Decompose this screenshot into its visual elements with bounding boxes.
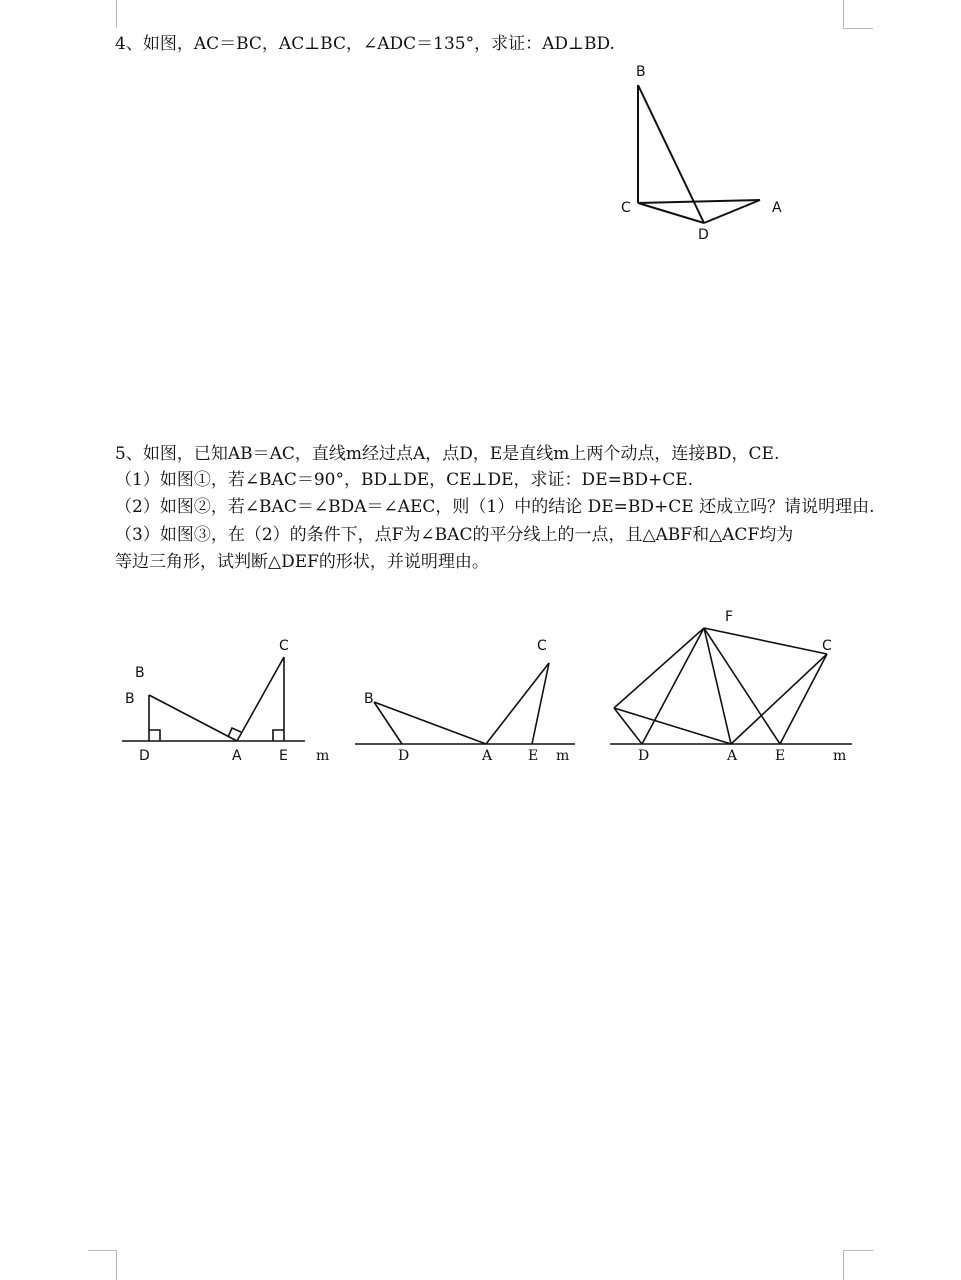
fig2-label-m: m	[556, 748, 570, 764]
fig3-segment-CA	[731, 654, 827, 744]
fig3-segment-FA	[704, 628, 731, 744]
fig1-label-D: D	[139, 748, 150, 764]
question-5-part-1: （1）如图①，若∠BAC＝90°，BD⊥DE，CE⊥DE，求证：DE=BD+CE.	[115, 470, 694, 490]
question-4-text: 4、如图，AC＝BC，AC⊥BC，∠ADC＝135°，求证：AD⊥BD.	[115, 34, 615, 54]
q4-label-B: B	[636, 64, 646, 80]
question-5-part-3-line-1: （3）如图③，在（2）的条件下，点F为∠BAC的平分线上的一点，且△ABF和△ACF均为	[115, 525, 794, 545]
fig1-label-C: C	[279, 638, 289, 654]
fig1-label-B-top: B	[135, 665, 145, 681]
fig2-label-A: A	[482, 748, 493, 764]
fig3-segment-FE	[704, 628, 780, 744]
fig3-label-D: D	[638, 748, 650, 764]
fig1-label-m: m	[316, 748, 330, 764]
fig3-label-F: F	[725, 609, 734, 625]
fig1-label-E: E	[279, 748, 288, 764]
q4-label-A: A	[772, 200, 782, 216]
question-5-stem: 5、如图，已知AB＝AC，直线m经过点A，点D，E是直线m上两个动点，连接BD，CE.	[115, 444, 780, 464]
fig2-label-E: E	[528, 748, 539, 764]
fig2-label-C: C	[537, 638, 547, 654]
fig1-label-A: A	[232, 748, 242, 764]
q4-label-D: D	[698, 227, 709, 243]
fig2-label-D: D	[398, 748, 410, 764]
fig3-label-C: C	[822, 638, 832, 654]
fig3-label-m: m	[833, 748, 847, 764]
fig3-label-E: E	[775, 748, 786, 764]
fig2-label-B: B	[364, 691, 374, 707]
question-5-part-3-line-2: 等边三角形，试判断△DEF的形状，并说明理由。	[115, 552, 489, 572]
fig3-label-A: A	[727, 748, 738, 764]
fig3-segment-FC	[704, 628, 827, 654]
q4-label-C: C	[621, 200, 631, 216]
fig3-segment-BA	[614, 708, 731, 744]
fig3-segment-BD	[614, 708, 642, 744]
fig1-label-B: B	[125, 691, 135, 707]
fig3-segment-CE	[780, 654, 827, 744]
question-5-part-2: （2）如图②，若∠BAC＝∠BDA＝∠AEC，则（1）中的结论 DE=BD+CE 还成立吗？请说明理由.	[115, 497, 875, 517]
fig3-segment-FB	[614, 628, 704, 708]
